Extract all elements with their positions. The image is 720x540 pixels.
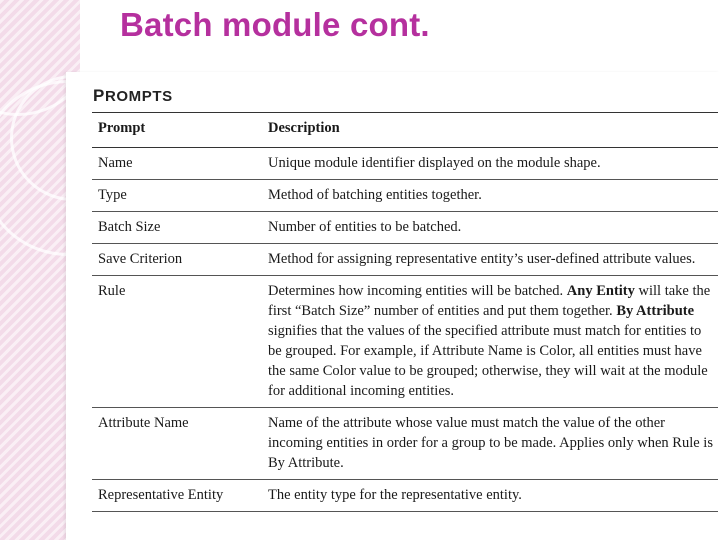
- row-prompt: Type: [92, 180, 262, 212]
- rule-text: will take the first “Batch Size” number of entities and put them together.: [268, 283, 711, 319]
- table-header-row: [92, 113, 718, 148]
- row-prompt: Attribute Name: [92, 408, 262, 480]
- row-prompt: Rule: [92, 276, 262, 408]
- row-description: Method of batching entities together.: [262, 180, 718, 212]
- section-heading-initial: P: [93, 86, 105, 105]
- prompts-table: [92, 112, 718, 512]
- row-prompt: Batch Size: [92, 212, 262, 244]
- slide-title: Batch module cont.: [120, 6, 430, 43]
- table-row: [92, 148, 718, 180]
- table-row: [92, 244, 718, 276]
- rule-by-attribute: By Attribute: [616, 303, 695, 319]
- row-description: Unique module identifier displayed on the module shape.: [262, 148, 718, 180]
- rule-text: signifies that the values of the specified attribute must match for entities to be grouped. For example, if Attribute Name is Color, all entities must have the same Color value to be grouped; otherwise, they will wait at the module for additional incoming entities.: [268, 323, 708, 399]
- header-description: Description: [262, 113, 718, 148]
- document-image: [66, 72, 720, 540]
- section-heading-rest: ROMPTS: [104, 88, 173, 105]
- table-row: [92, 276, 718, 408]
- row-prompt: Representative Entity: [92, 480, 262, 512]
- row-description: [262, 276, 718, 408]
- header-prompt: Prompt: [92, 113, 262, 148]
- table-row: [92, 408, 718, 480]
- row-prompt: Name: [92, 148, 262, 180]
- row-description: Number of entities to be batched.: [262, 212, 718, 244]
- table-row: [92, 180, 718, 212]
- row-description: The entity type for the representative entity.: [262, 480, 718, 512]
- rule-any-entity: Any Entity: [566, 283, 635, 299]
- table-row: [92, 480, 718, 512]
- rule-text: Determines how incoming entities will be batched.: [268, 283, 567, 299]
- row-prompt: Save Criterion: [92, 244, 262, 276]
- table-row: [92, 212, 718, 244]
- row-description: Method for assigning representative entity’s user-defined attribute values.: [262, 244, 718, 276]
- row-description: Name of the attribute whose value must match the value of the other incoming entities in order for a group to be made. Applies only when Rule is By Attribute.: [262, 408, 718, 480]
- section-heading: [93, 86, 173, 106]
